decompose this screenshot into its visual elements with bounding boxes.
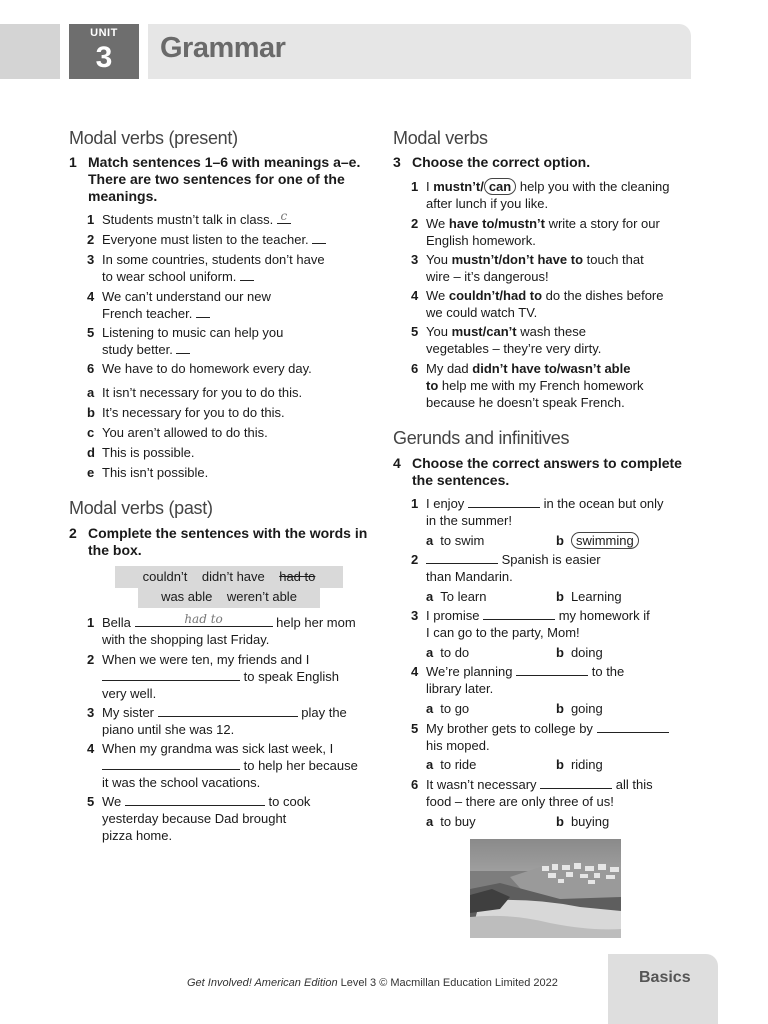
instruction-line: Match sentences 1–6 with meanings a–e.	[88, 154, 361, 170]
answer-blank[interactable]	[102, 669, 240, 681]
answer-blank[interactable]	[483, 608, 555, 620]
answer-blank[interactable]	[540, 777, 612, 789]
unit-badge	[69, 24, 139, 79]
word-box-row-1	[115, 566, 343, 588]
option-a[interactable]: a to go	[426, 701, 470, 716]
answer-blank[interactable]	[158, 705, 298, 717]
exercise-number: 1	[69, 154, 77, 170]
box-word: couldn’t	[142, 569, 188, 584]
box-word: didn’t have	[201, 569, 265, 584]
option-b[interactable]: b going	[556, 701, 603, 716]
option-b[interactable]: b buying	[556, 814, 610, 829]
answer-blank[interactable]	[240, 269, 254, 281]
exercise-1-instructions	[69, 154, 379, 206]
copyright-footer: Get Involved! American Edition Level 3 © Macmillan Education Limited 2022	[187, 977, 558, 989]
answer-blank[interactable]	[597, 721, 669, 733]
answer-blank[interactable]	[468, 496, 540, 508]
answer-blank[interactable]	[277, 209, 291, 224]
option-pair[interactable]: have to/mustn’t	[448, 216, 545, 231]
answer-blank[interactable]	[312, 232, 326, 244]
answer-blank[interactable]	[516, 664, 588, 676]
basics-tab	[608, 954, 718, 1024]
answer-blank[interactable]	[135, 612, 273, 627]
handwritten-answer: c	[280, 209, 288, 223]
answer-blank[interactable]	[426, 552, 498, 564]
exercise-3-instructions: 3 Choose the correct option.	[393, 154, 591, 170]
section-title-modal-present: Modal verbs (present)	[69, 128, 238, 148]
unit-label: UNIT	[90, 27, 118, 39]
word-box-row-2	[138, 586, 320, 608]
header-bar	[148, 24, 691, 79]
option-a[interactable]: a to swim	[426, 533, 485, 548]
unit-number: 3	[95, 41, 113, 74]
option-b[interactable]: b doing	[556, 645, 603, 660]
option-a[interactable]: a to buy	[426, 814, 476, 829]
circled-answer: swimming	[571, 532, 639, 549]
option-b[interactable]: b Learning	[556, 589, 622, 604]
beach-town-photo	[470, 839, 621, 938]
basics-label: Basics	[639, 969, 691, 986]
header-left-block	[0, 24, 60, 79]
beach-town-illustration	[470, 839, 621, 938]
option-pair[interactable]: mustn’t/don’t have to	[451, 252, 584, 267]
option-pair[interactable]: couldn’t/had to	[448, 288, 543, 303]
box-word-crossed-out: had to	[279, 569, 316, 584]
box-word: weren’t able	[226, 589, 297, 604]
answer-blank[interactable]	[102, 758, 240, 770]
section-title-gerunds: Gerunds and infinitives	[393, 428, 570, 448]
option-a[interactable]: a To learn	[426, 589, 487, 604]
instruction-line: There are two sentences for one of the	[88, 171, 345, 187]
answer-blank[interactable]	[125, 794, 265, 806]
option-pair[interactable]: didn’t have to/wasn’t able	[472, 361, 631, 376]
option-b[interactable]: b riding	[556, 757, 603, 772]
page-title: Grammar	[160, 32, 286, 64]
section-title-modal-past: Modal verbs (past)	[69, 498, 213, 518]
option-pair[interactable]: must/can’t	[451, 324, 517, 339]
handwritten-answer: had to	[184, 612, 223, 626]
answer-blank[interactable]	[176, 342, 190, 354]
exercise-4-instructions: 4 Choose the correct answers to complete the sentences.	[393, 455, 682, 488]
answer-blank[interactable]	[196, 306, 210, 318]
option-a[interactable]: a to ride	[426, 757, 477, 772]
circled-answer[interactable]: can	[484, 178, 516, 195]
section-title-modal-verbs: Modal verbs	[393, 128, 488, 148]
option-b[interactable]: b swimming	[556, 532, 639, 549]
exercise-2-instructions: 2 Complete the sentences with the words in the box.	[69, 525, 368, 558]
instruction-line: meanings.	[88, 188, 158, 204]
option-a[interactable]: a to do	[426, 645, 470, 660]
box-word: was able	[161, 589, 213, 604]
